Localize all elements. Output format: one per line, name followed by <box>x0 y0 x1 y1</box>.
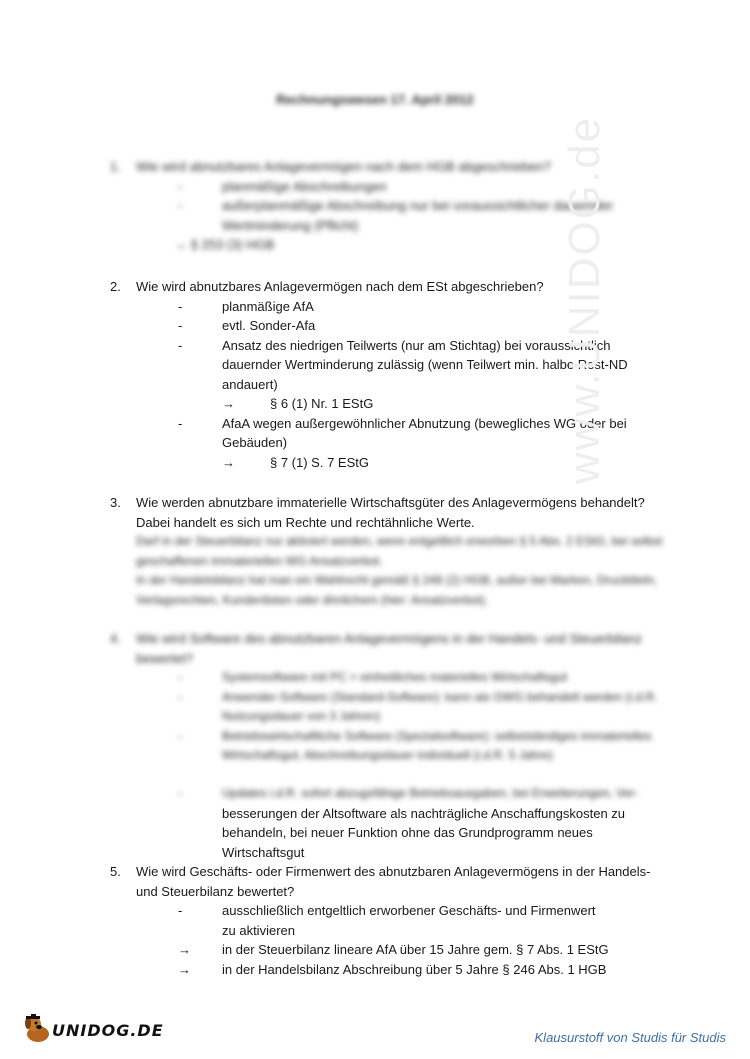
question-4 <box>110 629 670 766</box>
list-item: - evtl. Sonder-Afa <box>178 318 316 333</box>
list-item: - Betriebswirtschaftliche Software (Spezialsoftware): selbstständiges immaterielles Wirtschaftsgut, Abschreibungsdauer individuell (i.d.R. 5 Jahre) <box>178 728 652 762</box>
footer-tagline: Klausurstoff von Studis für Studis <box>534 1030 726 1045</box>
question-5 <box>110 862 670 979</box>
question-text: Wie wird abnutzbares Anlagevermögen nach dem ESt abgeschrieben? <box>136 279 544 294</box>
document-title: Rechnungswesen 17. April 2012 <box>276 92 474 107</box>
logo-text: UNIDOG.DE <box>52 1021 164 1040</box>
list-item: - Ansatz des niedrigen Teilwerts (nur am Stichtag) bei voraussichtlich dauernder Wertminderung zulässig (wenn Teilwert min. halbe Rest-ND andauert) <box>178 337 628 392</box>
list-item: - Systemsoftware mit PC = einheitliches materielles Wirtschaftsgut <box>178 670 568 684</box>
question-text: Wie wird abnutzbares Anlagevermögen nach dem HGB abgeschrieben? <box>136 159 551 174</box>
question-text: Wie wird Software des abnutzbaren Anlagevermögens in der Handels- und Steuerbilanz bewertet? <box>136 631 642 666</box>
list-item: - Anwender-Software (Standard-Software): kann als GWG behandelt werden (i.d.R. Nutzungsdauer von 3 Jahren) <box>178 689 658 723</box>
reference: → § 253 (3) HGB <box>174 237 275 252</box>
answer-text: In der Handelsbilanz hat man ein Wahlrecht gemäß § 248 (2) HGB, außer bei Marken, Drucktiteln, Verlagsrechten, Kundenlisten oder ähnlichem (hier: Ansatzverbot). <box>136 573 658 607</box>
question-number: 1. <box>110 159 121 174</box>
question-number: 2. <box>110 279 121 294</box>
question-4-updates <box>110 784 670 862</box>
question-number: 3. <box>110 495 121 510</box>
watermark: www.UNIDOG.de <box>560 115 609 485</box>
question-number: 4. <box>110 631 121 646</box>
answer-text: Darf in der Steuerbilanz nur aktiviert werden, wenn entgeltlich erworben § 5 Abs. 2 EStG, bei selbst geschaffenen immateriellen WG Ansatzverbot. <box>136 534 663 568</box>
question-number: 5. <box>110 864 121 879</box>
list-item: - planmäßige Abschreibungen <box>178 178 387 194</box>
list-item: → in der Steuerbilanz lineare AfA über 15 Jahre gem. § 7 Abs. 1 EStG <box>178 942 609 957</box>
list-item: - außerplanmäßige Abschreibung nur bei voraussichtlicher dauernder Wertminderung (Pflicht) <box>178 198 613 233</box>
dog-logo-icon <box>22 1014 56 1044</box>
list-item: - ausschließlich entgeltlich erworbener Geschäfts- und Firmenwert zu aktivieren <box>178 903 596 938</box>
list-item: - AfaA wegen außergewöhnlicher Abnutzung (bewegliches WG oder bei Gebäuden) <box>178 415 627 450</box>
list-item: - planmäßige AfA <box>178 298 314 314</box>
list-item-continuation: besserungen der Altsoftware als nachträgliche Anschaffungskosten zu behandeln, bei neuer Funktion ohne das Grundprogramm neues Wirtschaftsgut <box>222 805 626 860</box>
reference: → § 7 (1) S. 7 EStG <box>222 454 369 470</box>
question-text: Wie werden abnutzbare immaterielle Wirtschaftsgüter des Anlagevermögens behandelt? Dabei handelt es sich um Rechte und rechtähnliche Werte. <box>136 495 645 530</box>
reference: → § 6 (1) Nr. 1 EStG <box>222 396 374 411</box>
question-text: Wie wird Geschäfts- oder Firmenwert des abnutzbaren Anlagevermögens in der Handels- und Steuerbilanz bewertet? <box>136 864 651 899</box>
list-item: → in der Handelsbilanz Abschreibung über 5 Jahre § 246 Abs. 1 HGB <box>178 961 607 977</box>
list-item: - Updates i.d.R. sofort abzugsfähige Betriebsausgaben, bei Erweiterungen, Ver- <box>178 786 639 800</box>
question-3 <box>110 493 670 610</box>
